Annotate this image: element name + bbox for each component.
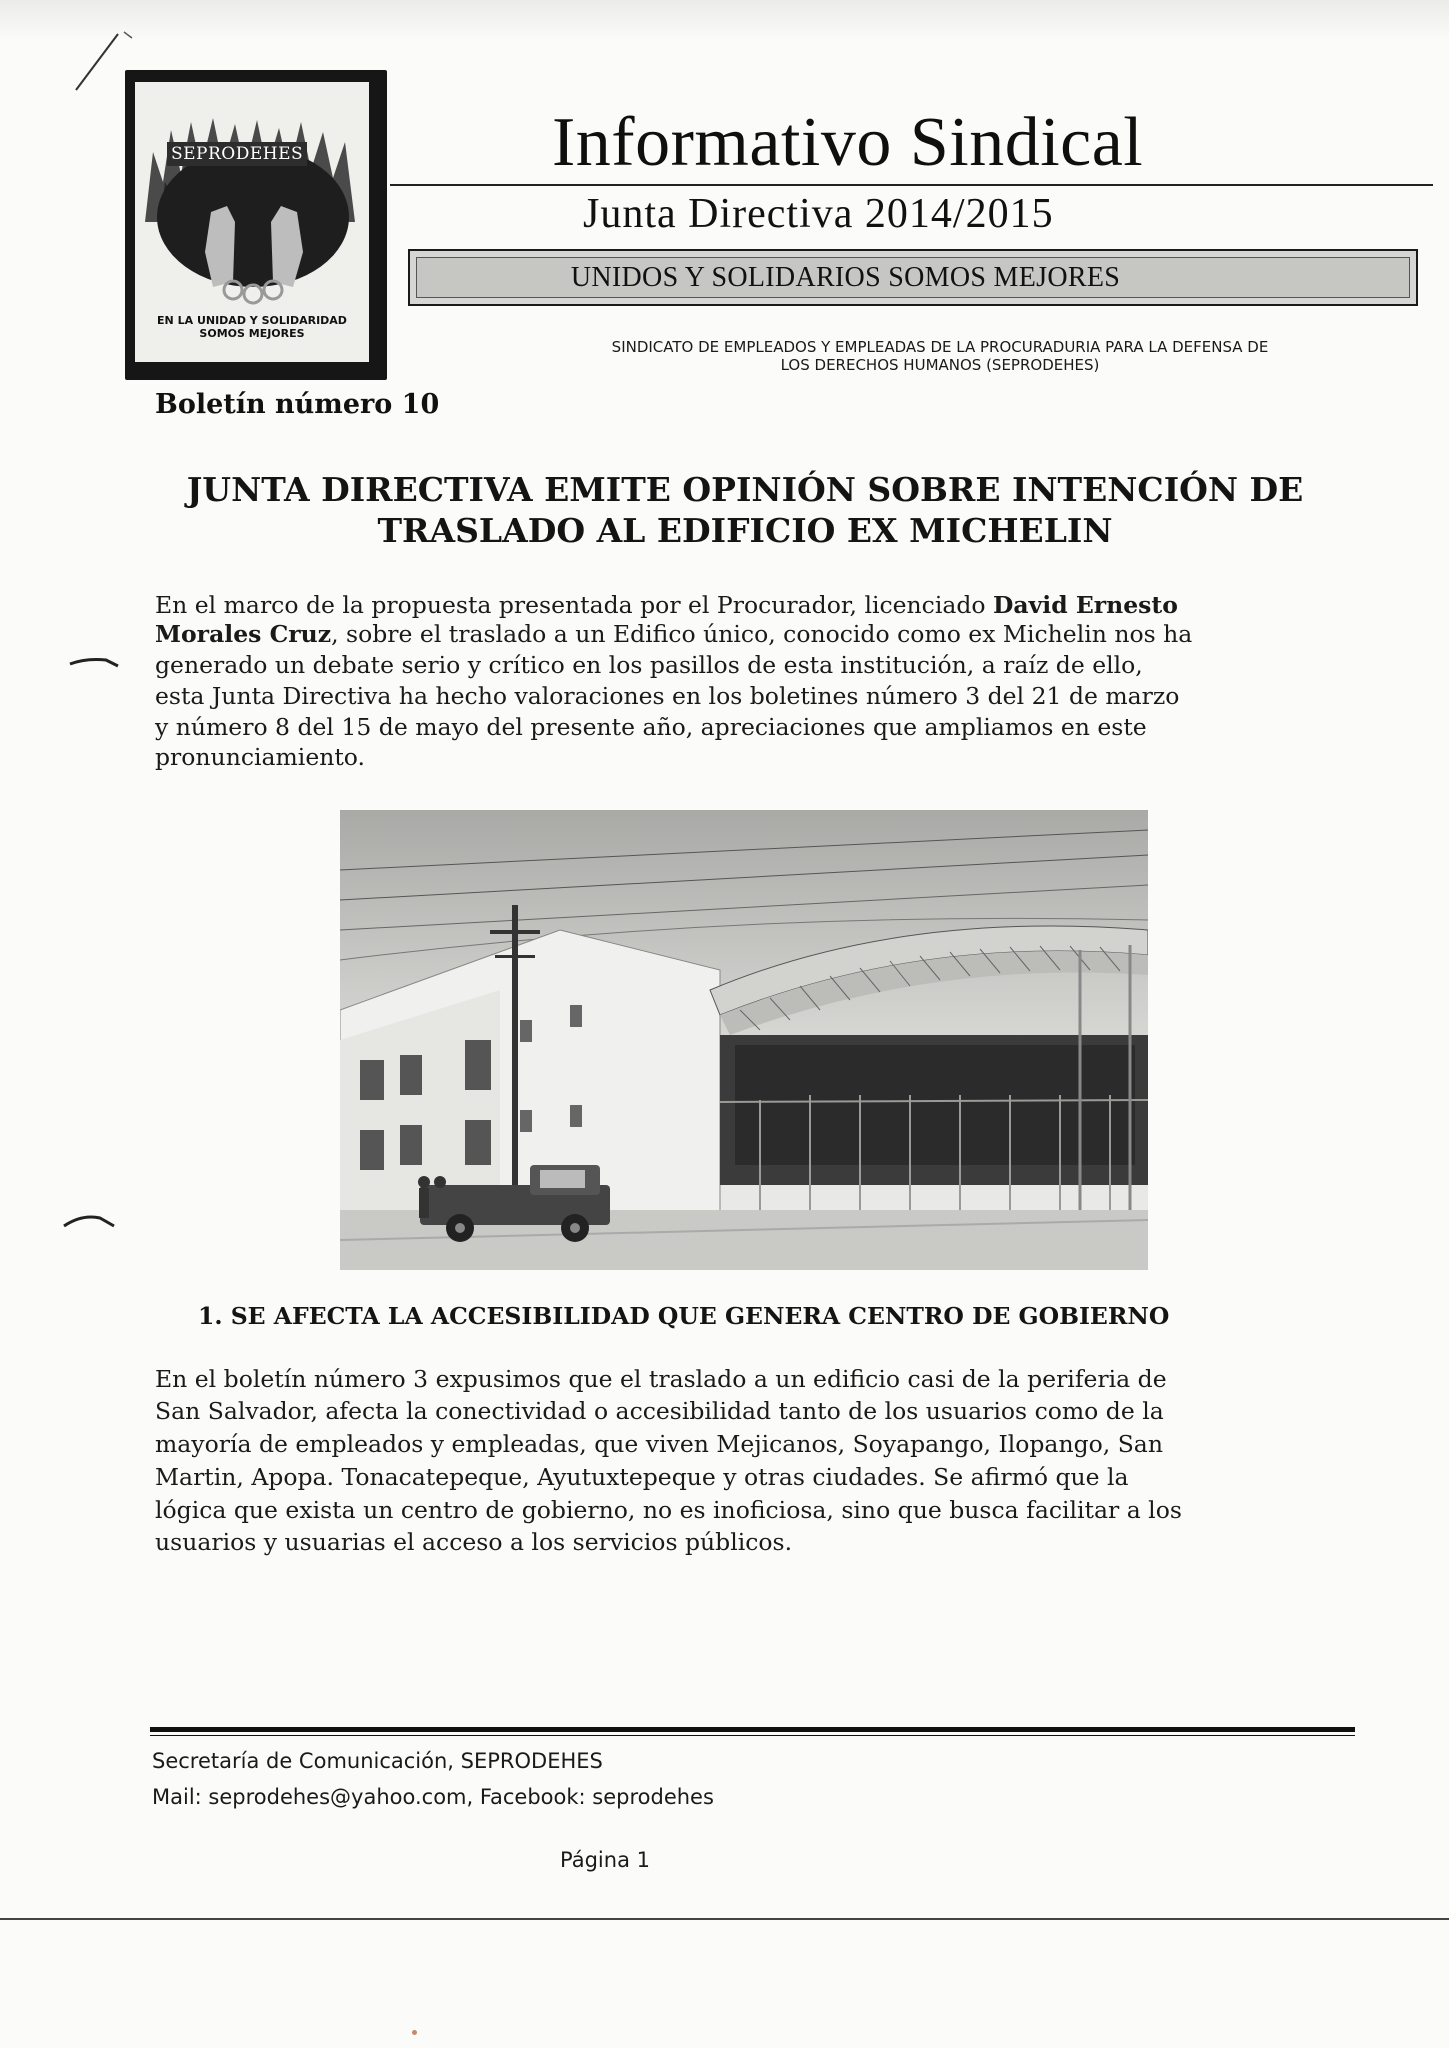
margin-mark xyxy=(66,652,126,672)
bulletin-number: Boletín número 10 xyxy=(155,389,440,420)
intro-bold-name: David Ernesto xyxy=(993,591,1178,619)
intro-line xyxy=(155,591,1335,619)
intro-line: esta Junta Directiva ha hecho valoraciones en los boletines número 3 del 21 de marzo xyxy=(155,682,1180,710)
intro-line: pronunciamiento. xyxy=(155,743,366,771)
intro-text: , sobre el traslado a un Edifico único, conocido como ex Michelin nos ha xyxy=(331,620,1193,648)
building-photo xyxy=(340,810,1148,1270)
building-photo-illustration xyxy=(340,810,1148,1270)
title-rule xyxy=(390,184,1433,186)
section-heading: 1. SE AFECTA LA ACCESIBILIDAD QUE GENERA CENTRO DE GOBIERNO xyxy=(198,1302,1170,1330)
org-name-line: SINDICATO DE EMPLEADOS Y EMPLEADAS DE LA PROCURADURIA PARA LA DEFENSA DE xyxy=(611,338,1269,356)
scan-edge-shadow xyxy=(0,0,1449,40)
section-line: En el boletín número 3 expusimos que el traslado a un edificio casi de la periferia de xyxy=(155,1365,1167,1393)
headline-line: JUNTA DIRECTIVA EMITE OPINIÓN SOBRE INTENCIÓN DE xyxy=(186,470,1304,509)
org-name-line: LOS DERECHOS HUMANOS (SEPRODEHES) xyxy=(780,356,1100,374)
intro-line: y número 8 del 15 de mayo del presente año, apreciaciones que ampliamos en este xyxy=(155,713,1147,741)
logo-emblem xyxy=(135,82,369,362)
section-line: Martin, Apopa. Tonacatepeque, Ayutuxtepeque y otras ciudades. Se afirmó que la xyxy=(155,1463,1129,1491)
logo-name: SEPRODEHES xyxy=(167,142,307,166)
logo-caption-line: EN LA UNIDAD Y SOLIDARIDAD xyxy=(157,314,347,327)
intro-bold-name: Morales Cruz xyxy=(155,620,332,648)
motto-text: UNIDOS Y SOLIDARIOS SOMOS MEJORES xyxy=(570,262,1121,293)
newsletter-subtitle: Junta Directiva 2014/2015 xyxy=(583,191,1054,237)
footer-secretariat: Secretaría de Comunicación, SEPRODEHES xyxy=(152,1749,603,1773)
motto-banner-inner xyxy=(416,257,1410,298)
logo-caption-line: SOMOS MEJORES xyxy=(199,327,305,340)
intro-text: En el marco de la propuesta presentada por el Procurador, licenciado xyxy=(155,591,994,619)
section-line: usuarios y usuarias el acceso a los servicios públicos. xyxy=(155,1528,793,1556)
headline-line: TRASLADO AL EDIFICIO EX MICHELIN xyxy=(377,511,1113,550)
motto-banner xyxy=(408,249,1418,306)
section-line: lógica que exista un centro de gobierno, no es inoficiosa, sino que busca facilitar a los xyxy=(155,1496,1182,1524)
page-bottom-rule xyxy=(0,1918,1449,1920)
speck-mark xyxy=(412,2030,417,2035)
section-line: mayoría de empleados y empleadas, que viven Mejicanos, Soyapango, Ilopango, San xyxy=(155,1430,1163,1458)
section-line: San Salvador, afecta la conectividad o accesibilidad tanto de los usuarios como de la xyxy=(155,1397,1164,1425)
newsletter-title: Informativo Sindical xyxy=(552,104,1144,181)
footer-rule-thick xyxy=(150,1727,1355,1732)
page-number: Página 1 xyxy=(560,1848,650,1872)
intro-line: generado un debate serio y crítico en los pasillos de esta institución, a raíz de ello, xyxy=(155,651,1143,679)
footer-rule-thin xyxy=(150,1735,1355,1736)
margin-mark xyxy=(60,1210,120,1234)
intro-line xyxy=(155,620,1335,648)
footer-contact: Mail: seprodehes@yahoo.com, Facebook: seprodehes xyxy=(152,1785,714,1809)
logo-caption xyxy=(139,314,365,340)
union-logo xyxy=(125,70,387,380)
